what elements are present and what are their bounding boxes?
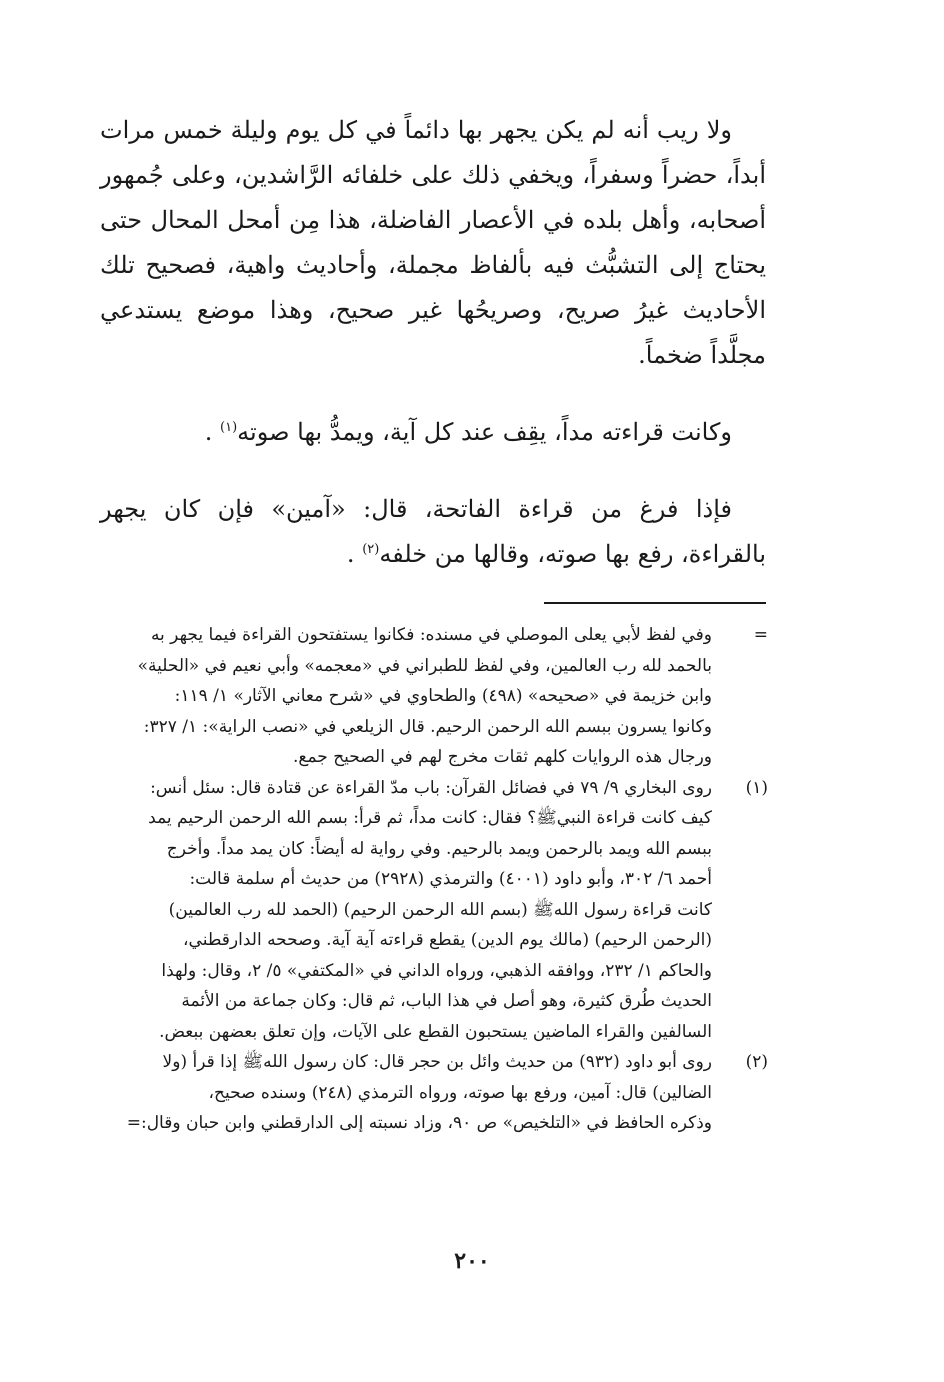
footnote-line: وكانوا يسرون ببسم الله الرحمن الرحيم. قال الزيلعي في «نصب الراية»: ١/ ٣٢٧: bbox=[143, 716, 712, 737]
paragraph-3 bbox=[100, 487, 766, 577]
footnote-ref-2: (٢) bbox=[362, 542, 380, 557]
paragraph-2-text: وكانت قراءته مداً، يقِف عند كل آية، ويمدُّ بها صوته bbox=[237, 418, 732, 446]
footnote-line: ورجال هذه الروايات كلهم ثقات مخرج لهم في الصحيح جمع. bbox=[293, 747, 712, 767]
main-text bbox=[100, 108, 766, 577]
footnote-separator bbox=[544, 602, 766, 604]
paragraph-2-end: . bbox=[204, 418, 213, 446]
paragraph-2 bbox=[100, 410, 766, 455]
footnote-marker: = bbox=[753, 625, 768, 645]
page-number: ٢٠٠ bbox=[454, 1248, 490, 1274]
footnote-ref-1: (١) bbox=[220, 420, 238, 435]
footnote-line: كانت قراءة رسول اللهﷺ (بسم الله الرحمن الرحيم) (الحمد لله رب العالمين) bbox=[168, 899, 712, 920]
footnote-marker: (٢) bbox=[745, 1052, 768, 1072]
footnote-line: الحديث طُرق كثيرة، وهو أصل في هذا الباب، ثم قال: وكان جماعة من الأئمة bbox=[181, 991, 712, 1011]
footnote-2 bbox=[104, 1047, 768, 1139]
footnote-line: وذكره الحافظ في «التلخيص» ص ٩٠، وزاد نسبته إلى الدارقطني وابن حبان وقال:= bbox=[126, 1113, 712, 1133]
footnote-line: السالفين والقراء الماضين يستحبون القطع على الآيات، وإن تعلق بعضهن ببعض. bbox=[159, 1021, 712, 1042]
footnote-1 bbox=[104, 773, 768, 1048]
footnote-line: (الرحمن الرحيم) (مالك يوم الدين) يقطع قراءته آية آية. وصححه الدارقطني، bbox=[183, 930, 712, 950]
footnote-line: والحاكم ١/ ٢٣٢، ووافقه الذهبي، ورواه الداني في «المكتفي» ٥/ ٢، وقال: ولهذا bbox=[161, 960, 712, 981]
footnote-line: وفي لفظ لأبي يعلى الموصلي في مسنده: فكانوا يستفتحون القراءة فيما يجهر به bbox=[150, 625, 712, 645]
footnote-line: وابن خزيمة في «صحيحه» (٤٩٨) والطحاوي في «شرح معاني الآثار» ١/ ١١٩: bbox=[174, 686, 712, 706]
footnote-line: روى البخاري ٩/ ٧٩ في فضائل القرآن: باب مدّ القراءة عن قتادة قال: سئل أنس: bbox=[150, 777, 712, 798]
footnote-line: ببسم الله ويمد بالرحمن ويمد بالرحيم. وفي رواية له أيضاً: كان يمد مداً. وأخرج bbox=[166, 838, 712, 859]
footnote-continued bbox=[104, 620, 768, 773]
paragraph-1-text: ولا ريب أنه لم يكن يجهر بها دائماً في كل يوم وليلة خمس مرات أبداً، حضراً وسفراً، ويخفي ذلك على خلفائه الرَّاشدين، وعلى جُمهور أصحابه، وأهل بلده في الأعصار الفاضلة، هذا مِن أمحل المحال حتى يحتاج إلى التشبُّث فيه بألفاظ مجملة، وأحاديث واهية، فصحيح تلك الأحاديث غيرُ صريح، وصريحُها غير صحيح، وهذا موضع يستدعي مجلَّداً ضخماً. bbox=[100, 116, 766, 369]
paragraph-1 bbox=[100, 108, 766, 378]
footnote-marker: (١) bbox=[745, 777, 768, 798]
footnotes bbox=[104, 620, 768, 1139]
footnote-line: بالحمد لله رب العالمين، وفي لفظ للطبراني في «معجمه» وأبي نعيم في «الحلية» bbox=[137, 655, 712, 676]
paragraph-3-end: . bbox=[346, 540, 355, 568]
footnote-line: الضالين) قال: آمين، ورفع بها صوته، ورواه الترمذي (٢٤٨) وسنده صحيح، bbox=[208, 1082, 712, 1103]
footnote-line: كيف كانت قراءة النبيﷺ؟ فقال: كانت مداً، ثم قرأ: بسم الله الرحمن الرحيم يمد bbox=[148, 808, 712, 828]
footnote-line: أحمد ٦/ ٣٠٢، وأبو داود (٤٠٠١) والترمذي (٢٩٢٨) من حديث أم سلمة قالت: bbox=[189, 869, 712, 889]
paragraph-3-text: فإذا فرغ من قراءة الفاتحة، قال: «آمين» فإن كان يجهر بالقراءة، رفع بها صوته، وقالها من خلفه bbox=[100, 495, 766, 568]
footnote-line: روى أبو داود (٩٣٢) من حديث وائل بن حجر قال: كان رسول اللهﷺ إذا قرأ (ولا bbox=[162, 1052, 712, 1072]
